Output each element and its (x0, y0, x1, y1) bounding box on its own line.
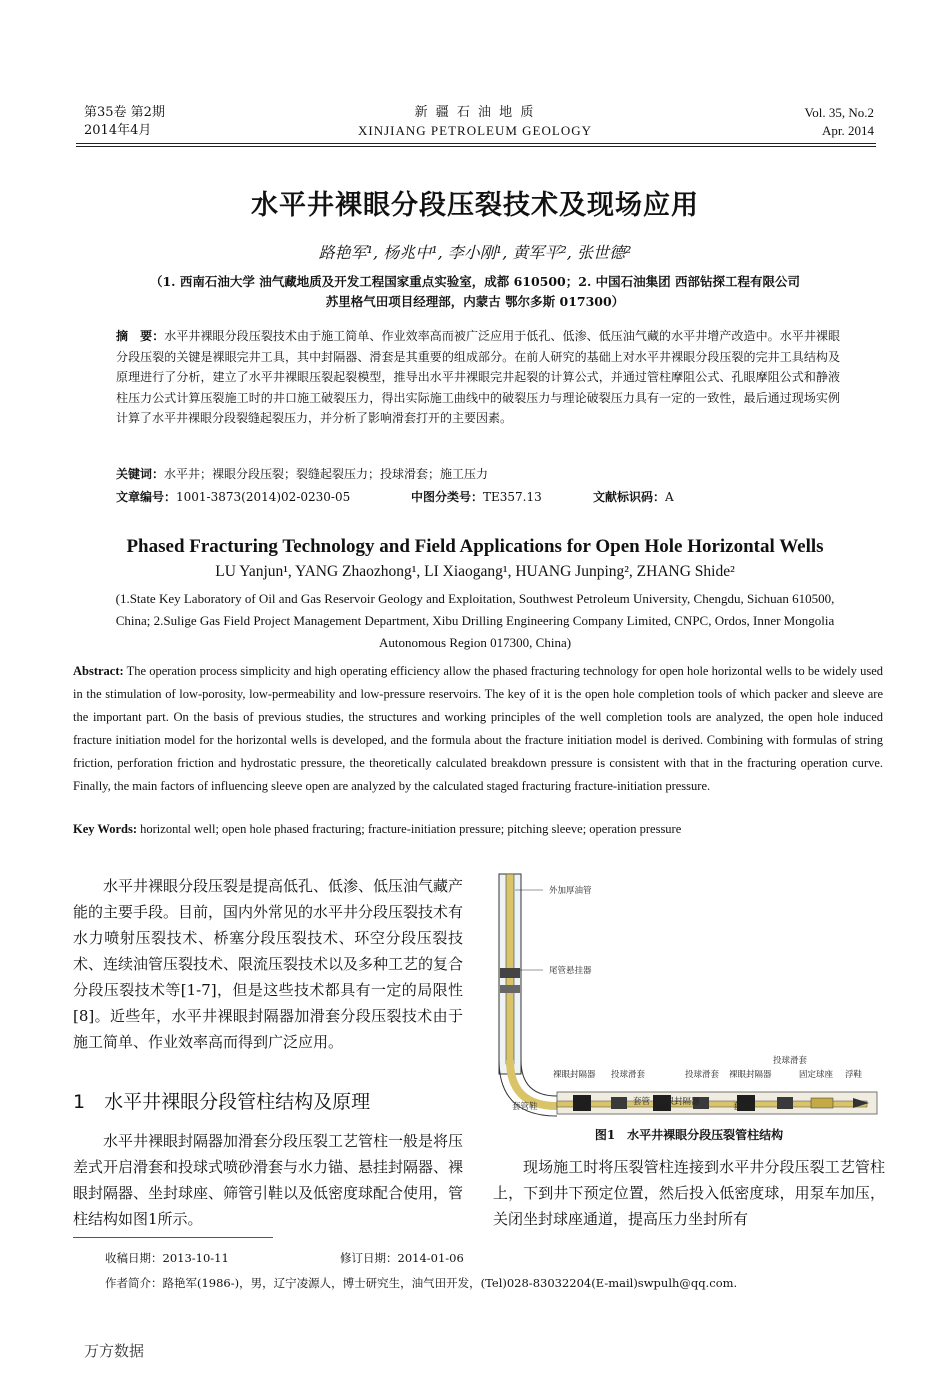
authors-en: LU Yanjun¹, YANG Zhaozhong¹, LI Xiaogang¹, HUANG Junping², ZHANG Shide² (215, 563, 735, 580)
clc-label: 中图分类号： (411, 490, 484, 504)
revised-label: 修订日期： (340, 1251, 398, 1265)
label-casing-shoe: 套管鞋 (512, 1102, 538, 1112)
keywords-cn (116, 465, 840, 483)
right-paragraph: 现场施工时将压裂管柱连接到水平井分段压裂工艺管柱上，下到井下预定位置，然后投入低密度球，用泵车加压，关闭坐封球座通道，提高压力坐封所有 (493, 1158, 885, 1228)
document-code-label: 文献标识码： (593, 490, 666, 504)
affiliation-en-line: Autonomous Region 017300, China) (378, 635, 572, 650)
label-liner-hanger: 尾管悬挂器 (549, 966, 592, 976)
header-rule-top (76, 143, 876, 144)
fixed-seat-block (811, 1098, 833, 1108)
label-casing-1: 套管 (633, 1097, 651, 1107)
header-rule-bottom (76, 146, 876, 147)
tubing-string-diagram (493, 870, 885, 1120)
label-casing-2: 套管 (733, 1102, 751, 1112)
header-volume-en: Vol. 35, No.2 (804, 105, 874, 120)
header-date-en: Apr. 2014 (822, 123, 874, 138)
affiliation-cn-line: （1. 西南石油大学 油气藏地质及开发工程国家重点实验室，成都 610500；2. 中国石油集团 西部钻探工程有限公司 (149, 274, 801, 289)
authors-cn: 路艳军¹, 杨兆中¹, 李小刚¹, 黄军平², 张世德² (318, 243, 632, 262)
footnote-rule (73, 1237, 273, 1238)
label-oh-packer-1: 裸眼封隔器 (553, 1070, 596, 1080)
article-number-label: 文章编号： (116, 490, 177, 504)
received-date (105, 1250, 229, 1266)
keywords-en (73, 822, 883, 837)
label-fixed-seat: 固定球座 (799, 1070, 834, 1080)
keywords-cn-label: 关键词： (116, 467, 165, 481)
received-label: 收稿日期： (105, 1251, 163, 1265)
keywords-cn-text: 水平井；裸眼分段压裂；裂缝起裂压力；投球滑套；施工压力 (164, 467, 489, 481)
document-code (593, 488, 674, 505)
figure-1-caption: 图1 水平井裸眼分段压裂管柱结构 (594, 1128, 784, 1142)
paper-title-en: Phased Fracturing Technology and Field Applications for Open Hole Horizontal Wells (126, 536, 824, 557)
header-journal-en: XINJIANG PETROLEUM GEOLOGY (358, 123, 592, 138)
section-1-heading: 1 水平井裸眼分段管柱结构及原理 (73, 1091, 371, 1113)
article-number-value: 1001-3873(2014)02-0230-05 (176, 490, 351, 504)
label-ball-sleeve-2: 投球滑套 (685, 1070, 720, 1080)
affiliation-cn (115, 272, 835, 312)
ball-sleeve-block (611, 1097, 627, 1109)
affiliation-en (75, 588, 875, 654)
label-ball-sleeve-1: 投球滑套 (611, 1070, 646, 1080)
keywords-en-label: Key Words: (73, 822, 138, 836)
label-oh-packer-2: 裸眼封隔器 (729, 1070, 772, 1080)
abstract-en (73, 660, 883, 798)
header-date-cn: 2014年4月 (84, 123, 152, 138)
author-bio: 作者简介：路艳军(1986-)，男，辽宁凌源人，博士研究生，油气田开发，(Tel)028-83032204(E-mail)swpulh@qq.com. (105, 1276, 738, 1290)
affiliation-en-line: China; 2.Sulige Gas Field Project Management Department, Xibu Drilling Engineering Company Limited, CNPC, Ordos, Inner Mongolia (115, 613, 835, 628)
casing-bend-inner (521, 1060, 557, 1096)
liner-hanger-block (500, 968, 520, 978)
figure-1 (493, 870, 885, 1120)
clc-value: TE357.13 (483, 490, 542, 504)
clc-number (411, 488, 542, 505)
affiliation-cn-line: 苏里格气田项目经理部，内蒙古 鄂尔多斯 017300） (325, 294, 625, 309)
abstract-en-label: Abstract: (73, 664, 124, 678)
abstract-cn (116, 326, 840, 429)
intro-paragraph: 水平井裸眼分段压裂是提高低孔、低渗、低压油气藏产能的主要手段。目前，国内外常见的水平井分段压裂技术有水力喷射压裂技术、桥塞分段压裂技术、环空分段压裂技术、连续油管压裂技术、限流压裂技术以及多种工艺的复合分段压裂技术等[1-7]，但是这些技术都具有一定的局限性[8]。近些年，水平井裸眼封隔器加滑套分段压裂技术由于施工简单、作业效率高而得到广泛应用。 (73, 877, 464, 1051)
article-number (116, 488, 350, 505)
document-code-value: A (665, 490, 674, 504)
paper-title-cn: 水平井裸眼分段压裂技术及现场应用 (251, 190, 699, 221)
abstract-cn-label: 摘 要： (116, 329, 165, 343)
revised-date (340, 1250, 464, 1266)
abstract-cn-text: 水平井裸眼分段压裂技术由于施工简单、作业效率高而被广泛应用于低孔、低渗、低压油气藏的水平井增产改造中。水平井裸眼分段压裂的关键是裸眼完井工具，其中封隔器、滑套是其重要的组成部分。在前人研究的基础上对水平井裸眼分段压裂的完井工具结构及原理进行了分析，建立了水平井裸眼压裂起裂模型，推导出水平井裸眼完井起裂的计算公式，并通过管柱摩阻公式、孔眼摩阻公式和静液柱压力公式计算压裂施工时的井口施工破裂压力，得出实际施工曲线中的破裂压力与理论破裂压力具有一定的一致性，最后通过现场实例计算了水平井裸眼分段裂缝起裂压力，并分析了影响滑套打开的主要因素。 (116, 329, 840, 425)
watermark: 万方数据 (84, 1342, 145, 1360)
label-oh-packer-3: 裸眼封隔器 (657, 1097, 700, 1107)
received-value: 2013-10-11 (162, 1251, 229, 1265)
header-volume-cn: 第35卷 第2期 (84, 105, 165, 120)
oh-packer-block (573, 1095, 591, 1111)
label-ball-sleeve-3: 投球滑套 (773, 1056, 808, 1066)
keywords-en-text: horizontal well; open hole phased fracturing; fracture-initiation pressure; pitching sleeve; operation pressure (137, 822, 682, 836)
label-outer-tubing: 外加厚油管 (549, 886, 592, 896)
hanger-slip (500, 985, 520, 993)
section-1-paragraph: 水平井裸眼封隔器加滑套分段压裂工艺管柱一般是将压差式开启滑套和投球式喷砂滑套与水力锚、悬挂封隔器、裸眼封隔器、坐封球座、筛管引鞋以及低密度球配合使用，管柱结构如图1所示。 (73, 1132, 464, 1228)
revised-value: 2014-01-06 (397, 1251, 464, 1265)
affiliation-en-line: (1.State Key Laboratory of Oil and Gas Reservoir Geology and Exploitation, Southwest Petroleum University, Chengdu, Sichuan 610500, (115, 591, 835, 606)
abstract-en-text: The operation process simplicity and high operating efficiency allow the phased fracturing technology for open hole horizontal wells to be widely used in the stimulation of low-porosity, low-permeability and low-pressure reservoirs. The key of it is the open hole completion tools of which packer and sleeve are the important part. On the basis of previous studies, the structures and working principles of the well completion tools are analyzed, the open hole induced fracture initiation model for the horizontal wells is developed, and the formula about the fracture initiation model is derived. Combining with formulas of string friction, perforation friction and hydrostatic pressure, the theoretically calculated breakdown pressure is consistent with that in the fracturing operation curve. Finally, the main factors of influencing sleeve open are analyzed by the calculated staged fracturing fracture-initiation pressure. (73, 664, 883, 793)
label-float-shoe: 浮鞋 (845, 1070, 863, 1080)
header-journal-cn: 新 疆 石 油 地 质 (414, 105, 536, 120)
ball-sleeve-block (777, 1097, 793, 1109)
